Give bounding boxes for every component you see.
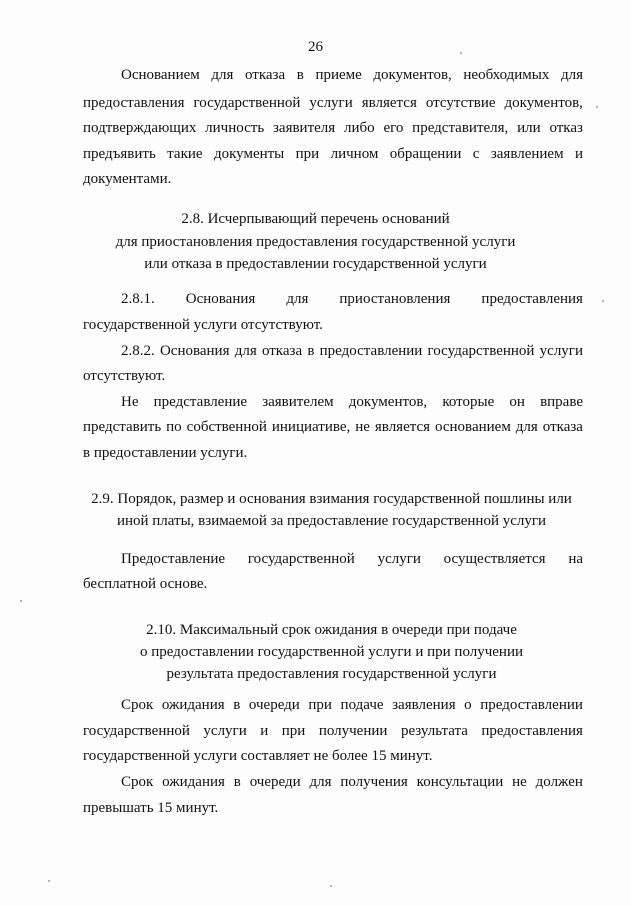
word: для (234, 343, 257, 359)
word: государственной (83, 723, 190, 739)
word: основанием (435, 419, 511, 435)
scan-speck (596, 106, 598, 108)
word: собственной (186, 419, 267, 435)
word: услуги (309, 95, 353, 111)
word: результата (400, 723, 468, 739)
word: и (260, 723, 269, 739)
word: отказа (261, 343, 303, 359)
word: Предоставление (121, 551, 226, 567)
page-number: 26 (308, 39, 323, 55)
word: приеме (315, 67, 362, 83)
word: приостановления (339, 291, 451, 307)
word: инициативе, (271, 419, 351, 435)
word: получении (318, 723, 388, 739)
word: 2.8.2. (121, 343, 155, 359)
word: подаче (340, 697, 384, 713)
word: Срок (121, 774, 154, 790)
text-line (83, 145, 583, 163)
word: обращении (389, 146, 462, 162)
word: очереди (248, 697, 300, 713)
word: осуществляется (443, 551, 546, 567)
word: Срок (121, 697, 154, 713)
text-line (121, 696, 583, 714)
word: документов, (504, 95, 583, 111)
word: вправе (540, 394, 583, 410)
word: в (296, 67, 304, 83)
text-line (121, 290, 583, 308)
word: в (233, 774, 241, 790)
word: при (295, 146, 320, 162)
word: заявлением (490, 146, 564, 162)
text-line (83, 94, 583, 112)
word: услуги (539, 343, 583, 359)
word: такие (167, 146, 203, 162)
word: представителя, (412, 120, 509, 136)
word: очереди (249, 774, 301, 790)
word: 2.8.1. (121, 291, 155, 307)
word: с (472, 146, 480, 162)
word: для (286, 291, 309, 307)
word: является (374, 419, 431, 435)
word: необходимых (463, 67, 550, 83)
text-line (121, 66, 583, 84)
word: отказ (549, 120, 583, 136)
word: о (464, 697, 472, 713)
word: по (166, 419, 182, 435)
word: на (568, 551, 583, 567)
word: заявления (392, 697, 456, 713)
word: государственной (427, 343, 535, 359)
word: либо (343, 120, 375, 136)
word: отказа (542, 419, 583, 435)
heading-line: 2.9. Порядок, размер и основания взимания государственной пошлины или (91, 491, 572, 507)
heading-line: о предоставлении государственной услуги и при получении (139, 644, 524, 660)
word: предоставления (83, 95, 185, 111)
word: при (308, 697, 332, 713)
scan-speck (460, 52, 462, 54)
text-line (83, 119, 583, 137)
word: предъявить (83, 146, 156, 162)
word: он (509, 394, 525, 410)
text-line: документами. (83, 171, 172, 187)
word: документы (213, 146, 285, 162)
word: Основания (159, 343, 230, 359)
word: или (517, 120, 541, 136)
word: получения (340, 774, 408, 790)
word: заявителя (272, 120, 336, 136)
word: отсутствие (425, 95, 496, 111)
word: Основания (185, 291, 256, 307)
word: не (512, 774, 527, 790)
word: предоставления (481, 723, 583, 739)
text-line (121, 393, 583, 411)
word: документов, (373, 67, 452, 83)
text-line (83, 722, 583, 740)
scan-speck (48, 880, 50, 882)
scan-speck (330, 885, 332, 887)
word: услуги (377, 551, 421, 567)
word: подтверждающих (83, 120, 197, 136)
word: является (361, 95, 417, 111)
word: должен (535, 774, 583, 790)
word: при (281, 723, 306, 739)
heading-line: иной платы, взимаемой за предоставление государственной услуги (116, 513, 547, 529)
word: Не (121, 394, 139, 410)
word: для (211, 67, 234, 83)
heading-line: 2.10. Максимальный срок ожидания в очереди при подаче (146, 622, 517, 638)
word: отказа (244, 67, 286, 83)
word: государственной (193, 95, 301, 111)
heading-line: для приостановления предоставления государственной услуги (115, 234, 516, 250)
text-line (121, 550, 583, 568)
heading-line: 2.8. Исчерпывающий перечень оснований (181, 211, 450, 227)
word: для (560, 67, 583, 83)
heading-line: результата предоставления государственной услуги (166, 666, 497, 682)
heading-line: или отказа в предоставлении государственной услуги (144, 256, 487, 272)
word: в (233, 697, 241, 713)
word: для (309, 774, 332, 790)
word: в (307, 343, 315, 359)
word: Основанием (121, 67, 200, 83)
word: которые (442, 394, 495, 410)
word: государственной (247, 551, 355, 567)
text-line: отсутствуют. (83, 368, 166, 384)
word: ожидания (161, 697, 225, 713)
word: консультации (416, 774, 504, 790)
word: предоставления (481, 291, 583, 307)
text-line: превышать 15 минут. (83, 800, 219, 816)
word: не (355, 419, 370, 435)
text-line (121, 773, 583, 791)
word: предоставлении (319, 343, 423, 359)
text-line (121, 342, 583, 360)
text-line: в предоставлении услуги. (83, 445, 248, 461)
word: и (574, 146, 583, 162)
text-line: государственной услуги отсутствуют. (83, 317, 323, 333)
word: представление (153, 394, 248, 410)
word: заявителем (262, 394, 334, 410)
word: услуги (203, 723, 247, 739)
word: ожидания (162, 774, 225, 790)
text-line: государственной услуги составляет не более 15 минут. (83, 748, 433, 764)
text-line (83, 418, 583, 436)
text-line: бесплатной основе. (83, 576, 208, 592)
word: предоставлении (480, 697, 583, 713)
word: личном (330, 146, 379, 162)
word: его (383, 120, 404, 136)
word: представить (83, 419, 162, 435)
scan-speck (602, 300, 604, 302)
word: для (515, 419, 538, 435)
word: личность (205, 120, 265, 136)
word: документов, (348, 394, 428, 410)
scan-speck (20, 600, 22, 602)
